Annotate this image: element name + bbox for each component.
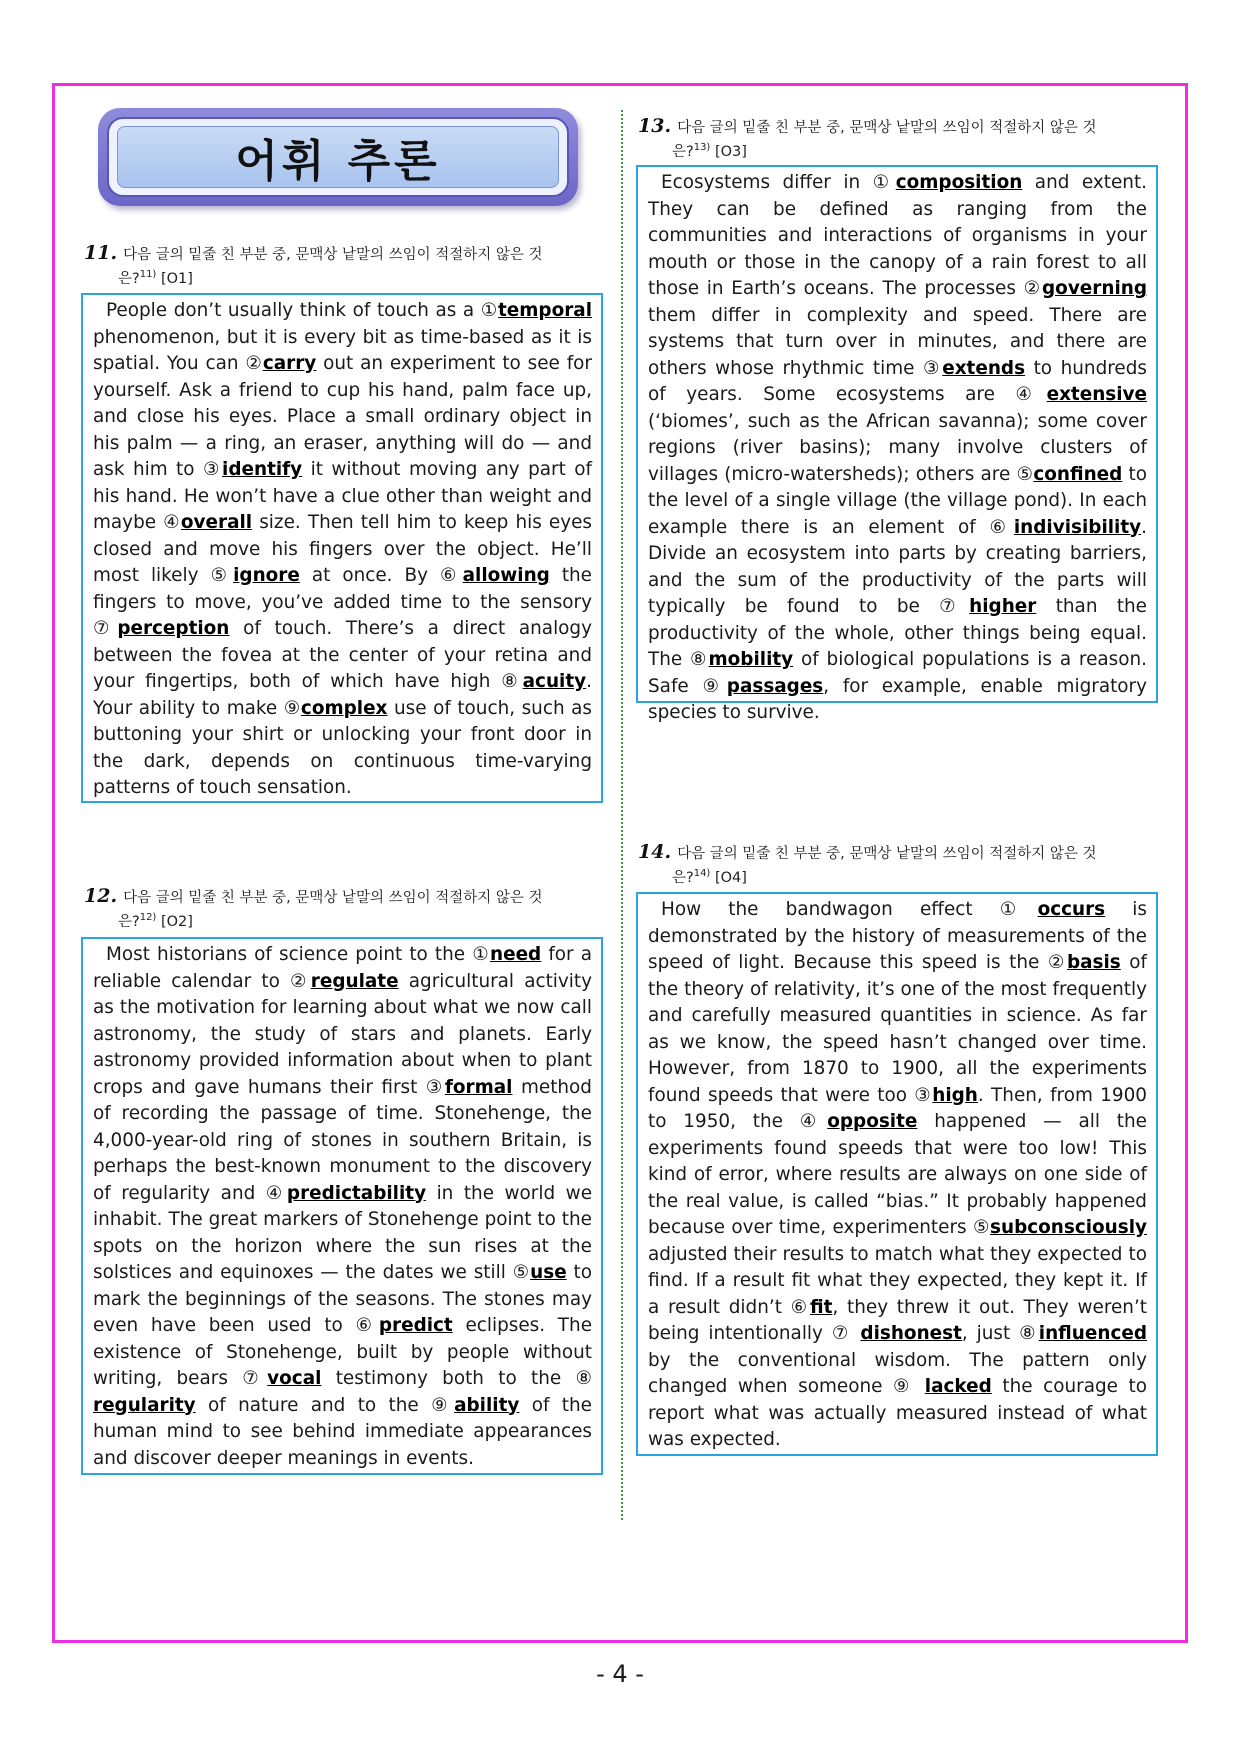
underlined-word: dishonest xyxy=(860,1323,962,1344)
underlined-word: allowing xyxy=(462,565,550,586)
question-prompt-end: 은? xyxy=(118,913,140,930)
question-code: [O4] xyxy=(714,869,747,886)
underlined-word: temporal xyxy=(497,300,592,321)
underlined-word: governing xyxy=(1042,278,1147,299)
passage-text: Ecosystems differ in ①composition and extent. They can be defined as ranging from the communities and interactions of organisms in your mouth or those in the canopy of a rain forest to all those in Earth’s oceans. The processes ②governing them differ in complexity and speed. There are systems that turn over in minutes, and there are others whose rhythmic time ③extends to hundreds of years. Some ecosystems are ④extensive (‘biomes’, such as the African savanna); some cover regions (river basins); many involve clusters of villages (micro-watersheds); others are ⑤confined to the level of a single village (the village pond). In each example there is an element of ⑥indivisibility. Divide an ecosystem into parts by creating barriers, and the sum of the productivity of the parts will typically be found to be ⑦higher than the productivity of the whole, other things being equal. The ⑧mobility of biological populations is a reason. Safe ⑨passages, for example, enable migratory species to survive. xyxy=(648,172,1147,723)
underlined-word: predictability xyxy=(286,1182,427,1204)
question-code: [O1] xyxy=(160,270,193,287)
question-11-passage-box xyxy=(81,293,603,803)
question-number: 13. xyxy=(638,115,672,137)
underlined-word: composition xyxy=(895,172,1023,193)
question-code: [O3] xyxy=(714,143,747,160)
underlined-word: predict xyxy=(378,1315,453,1336)
footnote-ref: 13) xyxy=(693,142,711,153)
underlined-word: subconsciously xyxy=(990,1217,1147,1238)
question-12-header xyxy=(84,887,604,932)
underlined-word: need xyxy=(490,944,542,965)
question-number: 14. xyxy=(638,841,672,863)
question-prompt: 다음 글의 밑줄 친 부분 중, 문맥상 낱말의 쓰임이 적절하지 않은 것 xyxy=(123,247,543,263)
underlined-word: lacked xyxy=(924,1376,992,1397)
question-prompt: 다음 글의 밑줄 친 부분 중, 문맥상 낱말의 쓰임이 적절하지 않은 것 xyxy=(123,890,543,906)
underlined-word: indivisibility xyxy=(1013,516,1142,538)
question-prompt: 다음 글의 밑줄 친 부분 중, 문맥상 낱말의 쓰임이 적절하지 않은 것 xyxy=(677,120,1097,136)
underlined-word: higher xyxy=(969,596,1037,617)
question-code: [O2] xyxy=(160,913,193,930)
footnote-ref: 11) xyxy=(139,269,157,280)
passage-text: Most historians of science point to the ①need for a reliable calendar to ②regulate agricultural activity as the motivation for learning about what we now call astronomy, the study of stars and planets. Early astronomy provided information about when to plant crops and gave humans their first ③formal method of recording the passage of time. Stonehenge, the 4,000-year-old ring of stones in southern Britain, is perhaps the best-known monument to the discovery of regularity and ④predictability in the world we inhabit. The great markers of Stonehenge point to the spots on the horizon where the sun rises at the solstices and equinoxes — the dates we still ⑤use to mark the beginnings of the seasons. The stones may even have been used to ⑥predict eclipses. The existence of Stonehenge, built by people without writing, bears ⑦vocal testimony both to the ⑧ regularity of nature and to the ⑨ability of the human mind to see behind immediate appearances and discover deeper meanings in events. xyxy=(93,944,593,1469)
underlined-word: basis xyxy=(1066,952,1121,973)
footnote-ref: 12) xyxy=(139,912,157,923)
underlined-word: passages xyxy=(726,675,824,697)
question-number: 11. xyxy=(84,242,118,264)
underlined-word: identify xyxy=(222,459,303,480)
footnote-ref: 14) xyxy=(693,868,711,879)
question-11-header xyxy=(84,244,604,289)
column-divider xyxy=(621,110,623,1520)
underlined-word: mobility xyxy=(708,649,794,670)
question-prompt-end: 은? xyxy=(672,869,694,886)
section-title: 어휘 추론 xyxy=(235,136,441,187)
question-prompt-end: 은? xyxy=(118,270,140,287)
title-frame xyxy=(107,117,569,197)
underlined-word: overall xyxy=(180,512,253,533)
underlined-word: confined xyxy=(1033,463,1123,485)
underlined-word: influenced xyxy=(1038,1323,1147,1344)
underlined-word: extensive xyxy=(1046,384,1147,405)
question-13-passage-box xyxy=(636,165,1158,723)
underlined-word: regularity xyxy=(93,1394,196,1416)
underlined-word: high xyxy=(932,1084,978,1106)
question-14-passage-box xyxy=(636,892,1158,1456)
underlined-word: extends xyxy=(942,357,1026,379)
underlined-word: vocal xyxy=(267,1368,322,1389)
passage-text: People don’t usually think of touch as a ①temporal phenomenon, but it is every bit as time-based as it is spatial. You can ②carry out an experiment to see for yourself. Ask a friend to cup his hand, palm face up, and close his eyes. Place a small ordinary object in his palm — a ring, an eraser, anything will do — and ask him to ③identify it without moving any part of his hand. He won’t have a clue other than weight and maybe ④overall size. Then tell him to keep his eyes closed and move his fingers over the object. He’ll most likely ⑤ignore at once. By ⑥allowing the fingers to move, you’ve added time to the sensory ⑦perception of touch. There’s a direct analogy between the fovea at the center of your retina and your fingertips, both of which have high ⑧acuity. Your ability to make ⑨complex use of touch, such as buttoning your shirt or unlocking your front door in the dark, depends on continuous time-varying patterns of touch sensation. xyxy=(93,300,593,798)
underlined-word: formal xyxy=(444,1076,513,1098)
passage-text: How the bandwagon effect ①occurs is demonstrated by the history of measurements of the speed of light. Because this speed is the ②basis of the theory of relativity, it’s one of the most frequently and carefully measured quantities in science. As far as we know, the speed hasn’t changed over time. However, from 1870 to 1900, all the experiments found speeds that were too ③high. Then, from 1900 to 1950, the ④opposite happened — all the experiments found speeds that were too low! This kind of error, where results are always on one side of the real value, is called “bias.” It probably happened because over time, experimenters ⑤subconsciously adjusted their results to match what they expected to find. If a result fit what they expected, they kept it. If a result didn’t ⑥fit, they threw it out. They weren’t being intentionally ⑦ dishonest, just ⑧influenced by the conventional wisdom. The pattern only changed when someone ⑨ lacked the courage to report what was actually measured instead of what was expected. xyxy=(648,899,1148,1450)
question-prompt: 다음 글의 밑줄 친 부분 중, 문맥상 낱말의 쓰임이 적절하지 않은 것 xyxy=(677,846,1097,862)
section-title-banner xyxy=(98,108,578,206)
underlined-word: fit xyxy=(810,1296,833,1318)
question-prompt-end: 은? xyxy=(672,143,694,160)
underlined-word: use xyxy=(530,1262,567,1283)
underlined-word: opposite xyxy=(827,1111,918,1132)
underlined-word: complex xyxy=(300,697,388,719)
underlined-word: ignore xyxy=(233,565,300,586)
question-number: 12. xyxy=(84,885,118,907)
question-12-passage-box xyxy=(81,937,603,1475)
question-14-header xyxy=(638,843,1158,888)
underlined-word: regulate xyxy=(310,970,399,992)
title-panel xyxy=(117,126,559,188)
underlined-word: perception xyxy=(117,618,230,639)
underlined-word: carry xyxy=(262,353,317,374)
question-13-header xyxy=(638,117,1158,162)
page-number: - 4 - xyxy=(596,1660,644,1688)
underlined-word: acuity xyxy=(522,671,587,692)
underlined-word: occurs xyxy=(1037,899,1106,920)
underlined-word: ability xyxy=(454,1394,520,1416)
